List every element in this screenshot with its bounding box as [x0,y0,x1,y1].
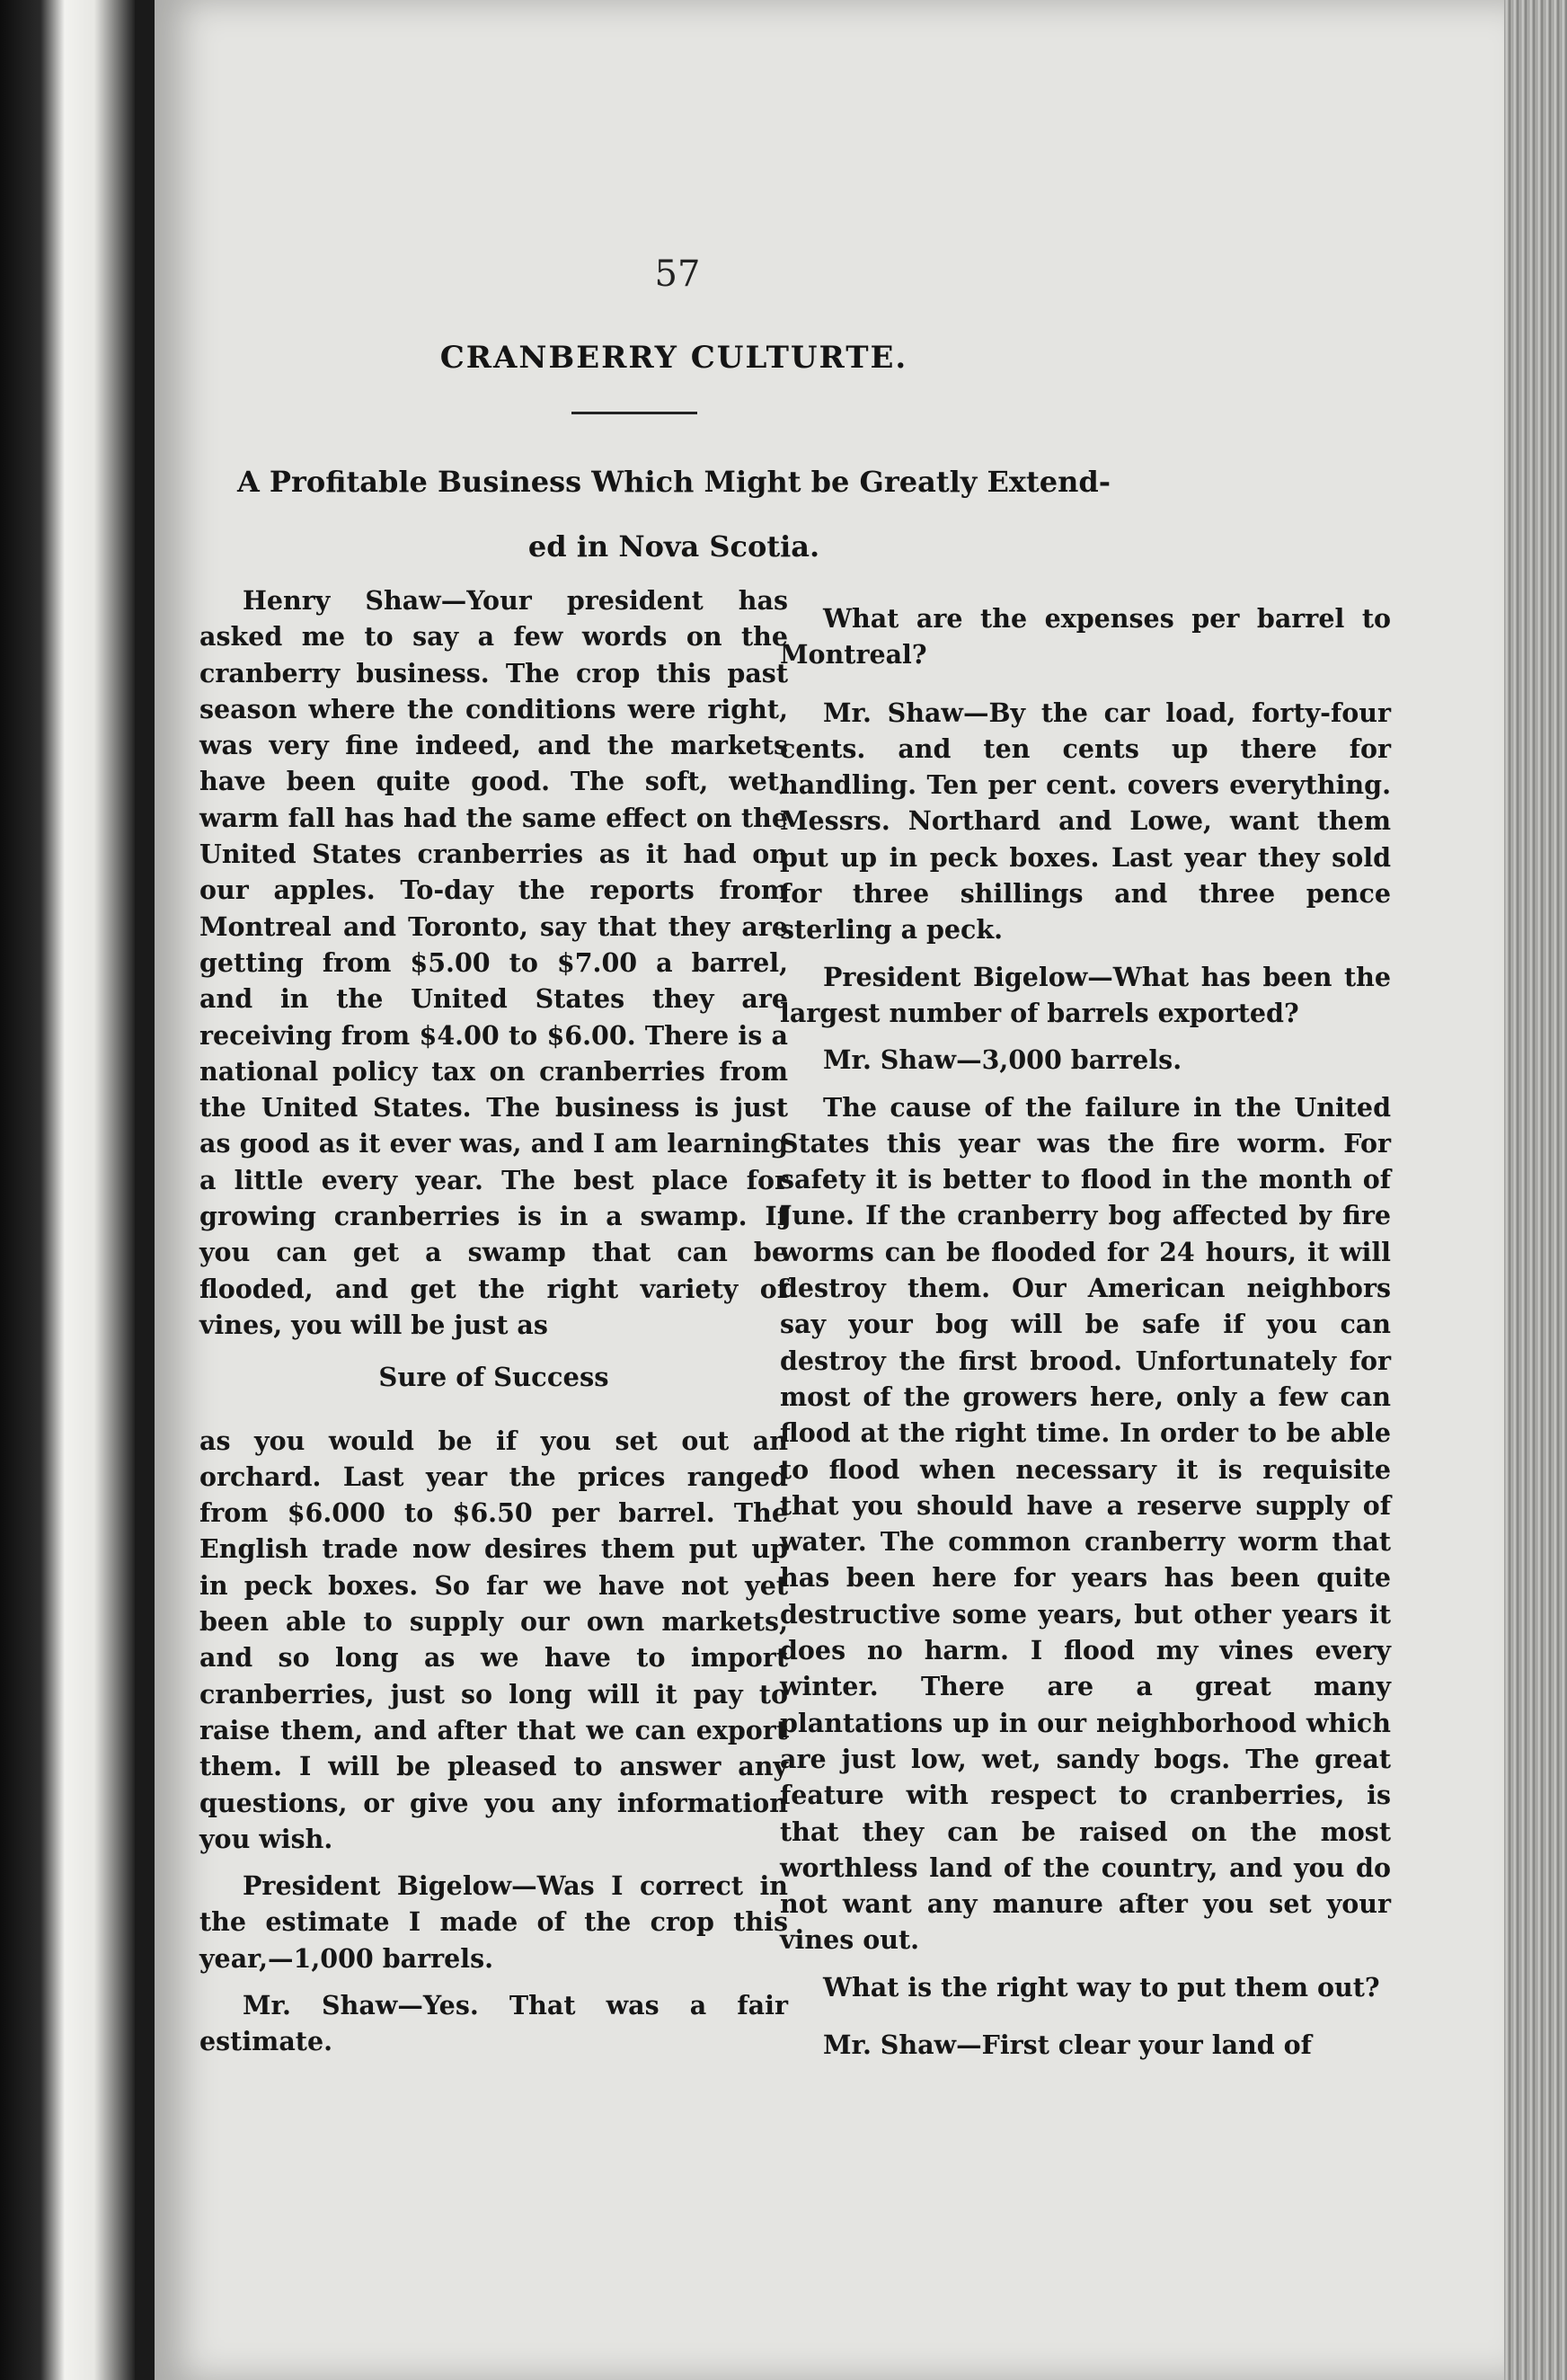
paragraph: Mr. Shaw—Yes. That was a fair estimate. [199,1989,788,2057]
paragraph: The cause of the failure in the United States this year was the fire worm. For safety it is better to flood in the month of June. If the cranberry bog affected by fire worms can be flooded for 24 hours, it will destroy them. Our American neighbors say your bog will be safe if you can destroy the first brood. Unfortunately for most of the growers here, only a few can flood at the right time. In order to be able to flood when necessary it is requisite that you should have a reserve supply of water. The common cranberry worm that has been here for years has been quite destructive some years, but other years it does no harm. I flood my vines every winter. There are a great many plantations up in our neighborhood which are just low, wet, sandy bogs. The great feature with respect to cranberries, is that they can be raised on the most worthless land of the country, and you do not want any manure after you set your vines out. [780,1091,1391,1956]
article-title: CRANBERRY CULTURTE. [439,340,908,376]
paragraph: President Bigelow—Was I correct in the estimate I made of the crop this year,—1,000 barrels. [199,1870,788,1974]
section-subheading: Sure of Success [378,1362,609,1393]
right-column [780,600,1391,2074]
page-number: 57 [654,253,701,295]
question-paragraph: What is the right way to put them out? [823,1971,1380,2003]
paragraph: Henry Shaw—Your president has asked me to say a few words on the cranberry business. The crop this past season where the conditions were right, was very fine indeed, and the markets have been quite good. The soft, wet, warm fall has had the same effect on the United States cranberries as it had on our apples. To-day the reports from Montreal and Toronto, say that they are getting from $5.00 to $7.00 a barrel, and in the United States they are receiving from $4.00 to $6.00. There is a national policy tax on cranberries from the United States. The business is just as good as it ever was, and I am learning a little every year. The best place for growing cranberries is in a swamp. If you can get a swamp that can be flooded, and get the right variety of vines, you will be just as [199,585,788,1340]
paragraph: Mr. Shaw—3,000 barrels. [823,1044,1182,1076]
paragraph: Mr. Shaw—First clear your land of [823,2029,1312,2060]
article-subtitle [180,449,1168,579]
question-paragraph: What are the expenses per barrel to Montreal? [780,603,1391,670]
subtitle-line-2: ed in Nova Scotia. [527,529,820,564]
left-column [199,582,788,2071]
paragraph: President Bigelow—What has been the largest number of barrels exported? [780,961,1391,1028]
paragraph: Mr. Shaw—By the car load, forty-four cents. and ten cents up there for handling. Ten per cent. covers everything. Messrs. Northard and Lowe, want them put up in peck boxes. Last year they sold for three shillings and three pence sterling a peck. [780,697,1391,946]
book-right-page-edges [1504,0,1567,2380]
title-rule [571,412,697,414]
subtitle-line-1: A Profitable Business Which Might be Greatly Extend- [236,465,1111,499]
book-left-edge [0,0,135,2380]
paragraph: as you would be if you set out an orchard. Last year the prices ranged from $6.000 to $6.50 per barrel. The English trade now desires them put up in peck boxes. So far we have not yet been able to supply our own markets, and so long as we have to import cranberries, just so long will it pay to raise them, and after that we can export them. I will be pleased to answer any questions, or give you any information you wish. [199,1425,788,1854]
